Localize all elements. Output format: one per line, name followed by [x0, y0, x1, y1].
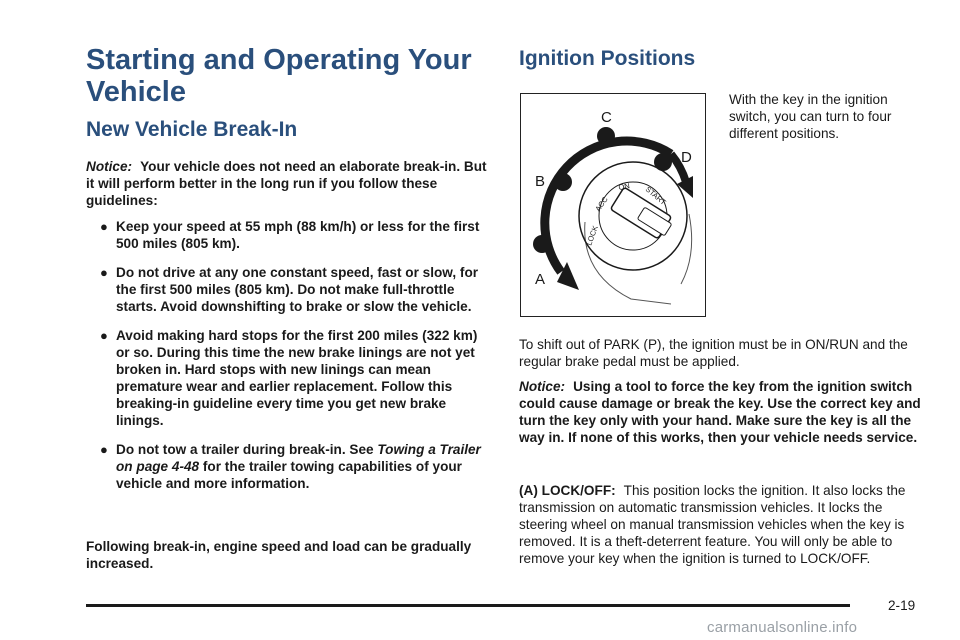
arc-label: ACC	[593, 195, 610, 214]
notice-label: Notice:	[86, 159, 133, 174]
notice-text: Using a tool to force the key from the ignition switch could cause damage or break the key. Use the correct key and turn the key only with your hand. Make sure the key is all the way in. If none of this works, then your vehicle needs service.	[519, 379, 921, 445]
lock-off-paragraph	[519, 482, 929, 567]
position-letter: B	[535, 173, 546, 190]
lock-off-text: This position locks the ignition. It also locks the transmission on automatic transmission vehicles. It locks the steering wheel on manual transmission vehicles when the key is removed. It is a theft-deterrent feature. You will only be able to remove your key when the ignition is turned to LOCK/OFF.	[519, 483, 906, 566]
bullet-icon: ●	[100, 328, 108, 343]
notice-paragraph	[86, 158, 494, 209]
bullet-icon: ●	[100, 265, 108, 280]
page-title: Starting and Operating Your Vehicle	[86, 44, 472, 108]
park-paragraph: To shift out of PARK (P), the ignition must be in ON/RUN and the regular brake pedal must be applied.	[519, 337, 908, 369]
closing-paragraph: Following break-in, engine speed and load can be gradually increased.	[86, 539, 472, 571]
ignition-figure	[520, 93, 706, 317]
watermark: carmanualsonline.info	[707, 619, 858, 636]
position-letter: A	[535, 271, 546, 288]
footer-rule	[86, 604, 850, 607]
notice-label: Notice:	[519, 379, 566, 394]
arc-label: ON	[617, 181, 631, 192]
list-item: ● Avoid making hard stops for the first 200 miles (322 km) or so. During this time the new brake linings are not yet broken in. Hard stops with new linings can mean premature wear and earlier replacement. Follow this breaking-in guideline every time you get new brake linings.	[100, 328, 478, 428]
lock-off-label: (A) LOCK/OFF:	[519, 483, 616, 498]
arc-label: LOCK	[584, 224, 600, 247]
notice-paragraph-right	[519, 378, 929, 446]
position-letter: C	[601, 109, 612, 126]
bullet-icon: ●	[100, 219, 108, 234]
position-letter: D	[681, 149, 692, 166]
list-item: ● Do not tow a trailer during break-in. See Towing a Trailer on page 4-48 for the trailer towing capabilities of your vehicle and more information.	[100, 442, 481, 491]
guidelines-list	[86, 218, 494, 504]
arc-label: START	[643, 184, 668, 207]
section-heading-ignition: Ignition Positions	[519, 47, 696, 70]
ignition-switch-illustration	[521, 94, 704, 315]
list-item: ● Do not drive at any one constant speed, fast or slow, for the first 500 miles (805 km). Do not make full-throttle starts. Avoid downshifting to brake or slow the vehicle.	[100, 265, 479, 314]
page-number: 2-19	[888, 598, 916, 613]
section-heading-break-in: New Vehicle Break-In	[86, 118, 298, 141]
bullet-icon: ●	[100, 442, 108, 457]
figure-description: With the key in the ignition switch, you can turn to four different positions.	[729, 92, 892, 141]
cross-reference-link[interactable]: Towing a Trailer on page 4-48	[116, 442, 481, 474]
notice-text: Your vehicle does not need an elaborate break-in. But it will perform better in the long run if you follow these guidelines:	[86, 159, 487, 208]
list-item: ● Keep your speed at 55 mph (88 km/h) or less for the first 500 miles (805 km).	[100, 219, 480, 251]
